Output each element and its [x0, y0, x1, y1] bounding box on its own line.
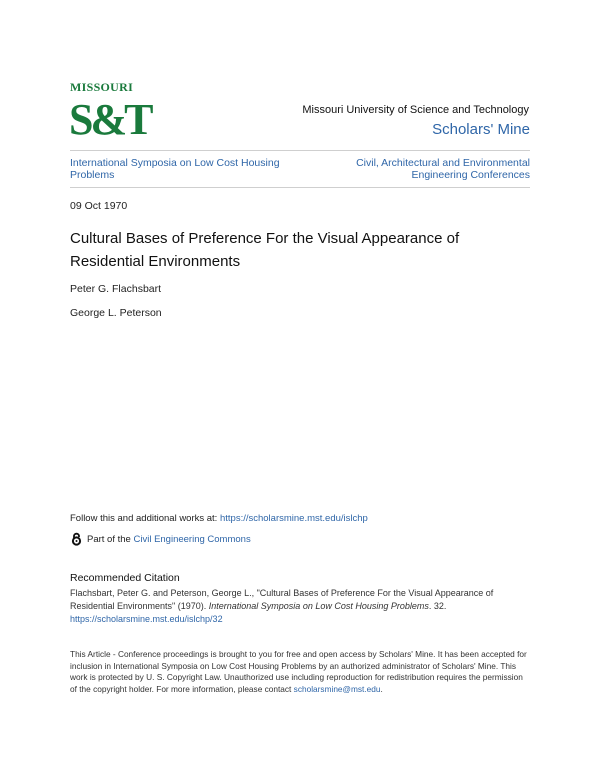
collection-link-symposia[interactable]: International Symposia on Low Cost Housing Problems: [70, 157, 280, 181]
part-of-text: Part of the: [87, 534, 131, 545]
open-access-icon: [70, 533, 83, 546]
contact-email-link[interactable]: scholarsmine@mst.edu: [293, 684, 381, 695]
citation-text: Flachsbart, Peter G. and Peterson, George L., "Cultural Bases of Preference For the Visual Appearance of Residential Environments" (1970).: [70, 588, 494, 611]
article-title: Cultural Bases of Preference For the Visual Appearance of Residential Environments: [70, 230, 460, 270]
notice-text: This Article - Conference proceedings is brought to you for free and open access by Scholars' Mine. It has been accepted for inclusion in International Symposia on Low Cost Housing Problems by an authorized administrator of Scholars' Mine. This work is protected by U. S. Copyright Law. Unauthorized use including reproduction for redistribution requires the permission of the copyright holder. For more information, please contact: [70, 649, 527, 695]
citation-heading: Recommended Citation: [70, 572, 180, 584]
follow-link[interactable]: https://scholarsmine.mst.edu/islchp: [219, 513, 368, 524]
follow-text: Follow this and additional works at:: [70, 513, 220, 524]
follow-line: [70, 513, 368, 524]
publication-date: 09 Oct 1970: [70, 200, 128, 212]
commons-link[interactable]: Civil Engineering Commons: [133, 534, 251, 545]
logo-top-text: MISSOURI: [70, 80, 134, 94]
university-name: Missouri University of Science and Technology: [302, 104, 529, 116]
notice-end: .: [380, 684, 383, 695]
citation-number: . 32.: [428, 601, 447, 611]
access-notice: [70, 649, 530, 696]
divider-bottom: [70, 187, 530, 188]
logo-main-text: S&T: [69, 95, 151, 144]
author-2: George L. Peterson: [70, 307, 162, 319]
collection-link-conferences[interactable]: Civil, Architectural and Environmental Engineering Conferences: [356, 157, 530, 181]
part-of-line: [70, 533, 251, 546]
citation-body: [70, 587, 530, 626]
author-1: Peter G. Flachsbart: [70, 283, 162, 295]
missouri-st-logo: [69, 80, 151, 144]
citation-source: International Symposia on Low Cost Housing Problems: [208, 601, 429, 611]
divider-top: [70, 150, 530, 151]
citation-link[interactable]: https://scholarsmine.mst.edu/islchp/32: [70, 614, 223, 624]
repository-name[interactable]: Scholars' Mine: [432, 121, 530, 138]
